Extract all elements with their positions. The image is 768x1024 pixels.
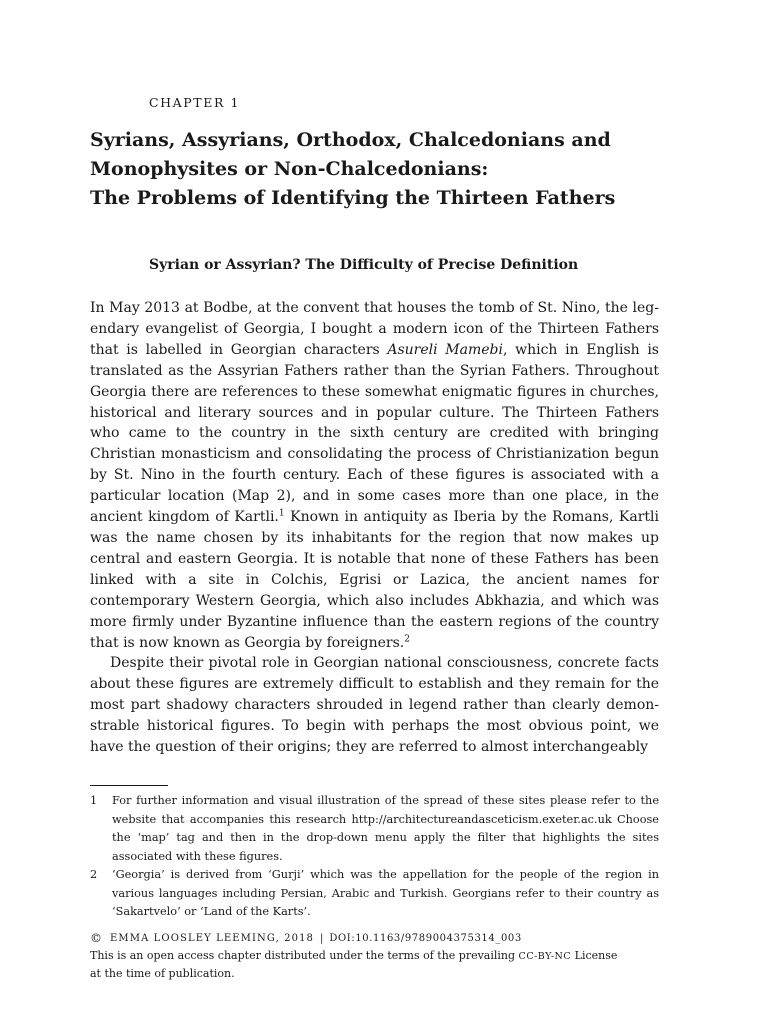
chapter-title-line: The Problems of Identifying the Thirteen Fathers bbox=[90, 187, 616, 209]
license-statement bbox=[90, 947, 690, 965]
chapter-label: CHAPTER 1 bbox=[149, 95, 241, 110]
section-heading: Syrian or Assyrian? The Difficulty of Precise Definition bbox=[149, 257, 579, 273]
footnote bbox=[90, 866, 659, 922]
license-text: This is an open access chapter distributed under the terms of the prevailing bbox=[90, 949, 519, 962]
body-text bbox=[90, 298, 659, 758]
footnote-reference-2[interactable]: 2 bbox=[404, 633, 410, 644]
paragraph-text: Known in antiquity as Iberia by the Romans, Kartli was the name chosen by its inhabitants for the region that now makes up central and eastern Georgia. It is notable that none of these Fathers has been linked with a site in Colchis, Egrisi or Lazica, the ancient names for contemporary Western Georgia, which also includes Abkhazia, and which was more firmly under Byzantine influence than the eastern regions of the country that is now known as Georgia by foreigners. bbox=[90, 509, 659, 651]
license-statement-line-2: at the time of publication. bbox=[90, 967, 235, 980]
copyright-block bbox=[90, 930, 690, 982]
license-name: CC-BY-NC bbox=[518, 951, 572, 962]
italic-term: Asureli Mamebi bbox=[387, 341, 503, 358]
copyright-symbol: © bbox=[90, 931, 102, 945]
footnotes bbox=[90, 792, 659, 922]
footnote-text: For further information and visual illustration of the spread of these sites please refer to the website that accompanies this research http://architectureandasceticism.exeter.ac.uk Choose the ‘map’ tag and then in the drop-down menu apply the filter that highlights the sites associated with these figures. bbox=[112, 794, 659, 863]
footnote-text: ‘Georgia’ is derived from ‘Gurji’ which was the appellation for the people of the region in various languages including Persian, Arabic and Turkish. Georgians refer to their country as ‘Sakartvelo’ or ‘Land of the Karts’. bbox=[112, 868, 659, 918]
footnote-divider bbox=[90, 785, 168, 786]
paragraph-text: In May 2013 at Bodbe, at the convent that houses the tomb of St. Nino, the legendary evangelist of Georgia, I bought a modern icon of the Thirteen Fathers that is labelled in Georgian characters bbox=[90, 300, 659, 358]
footnote-reference-1[interactable]: 1 bbox=[278, 508, 285, 519]
copyright-owner: EMMA LOOSLEY LEEMING, 2018 bbox=[110, 933, 315, 944]
copyright-separator: | bbox=[320, 933, 324, 944]
chapter-title-line: Syrians, Assyrians, Orthodox, Chalcedonians and bbox=[90, 129, 611, 151]
footnote bbox=[90, 792, 659, 866]
paragraph-text: , which in English is translated as the Assyrian Fathers rather than the Syrian Fathers. Throughout Georgia there are references to these somewhat enigmatic figures in churches, historical and literary sources and in popular culture. The Thirteen Fathers who came to the country in the sixth century are credited with bringing Christian monasticism and consolidating the process of Christianization begun by St. Nino in the fourth century. Each of these figures is associated with a particular location (Map 2), and in some cases more than one place, in the ancient kingdom of Kartli. bbox=[90, 341, 659, 526]
footnote-number: 2 bbox=[90, 868, 98, 881]
chapter-title bbox=[90, 126, 670, 213]
paragraph-1 bbox=[90, 298, 659, 653]
license-text: License bbox=[571, 949, 618, 962]
copyright-line bbox=[90, 930, 690, 947]
paragraph-2: Despite their pivotal role in Georgian national consciousness, concrete facts about these figures are extremely difficult to establish and they remain for the most part shadowy characters shrouded in legend rather than clearly demonstrable historical figures. To begin with perhaps the most obvious point, we have the question of their origins; they are referred to almost interchangeably bbox=[90, 655, 659, 756]
chapter-title-line: Monophysites or Non-Chalcedonians: bbox=[90, 158, 489, 180]
doi-link[interactable]: DOI:10.1163/9789004375314_003 bbox=[329, 933, 522, 944]
footnote-number: 1 bbox=[90, 794, 98, 807]
